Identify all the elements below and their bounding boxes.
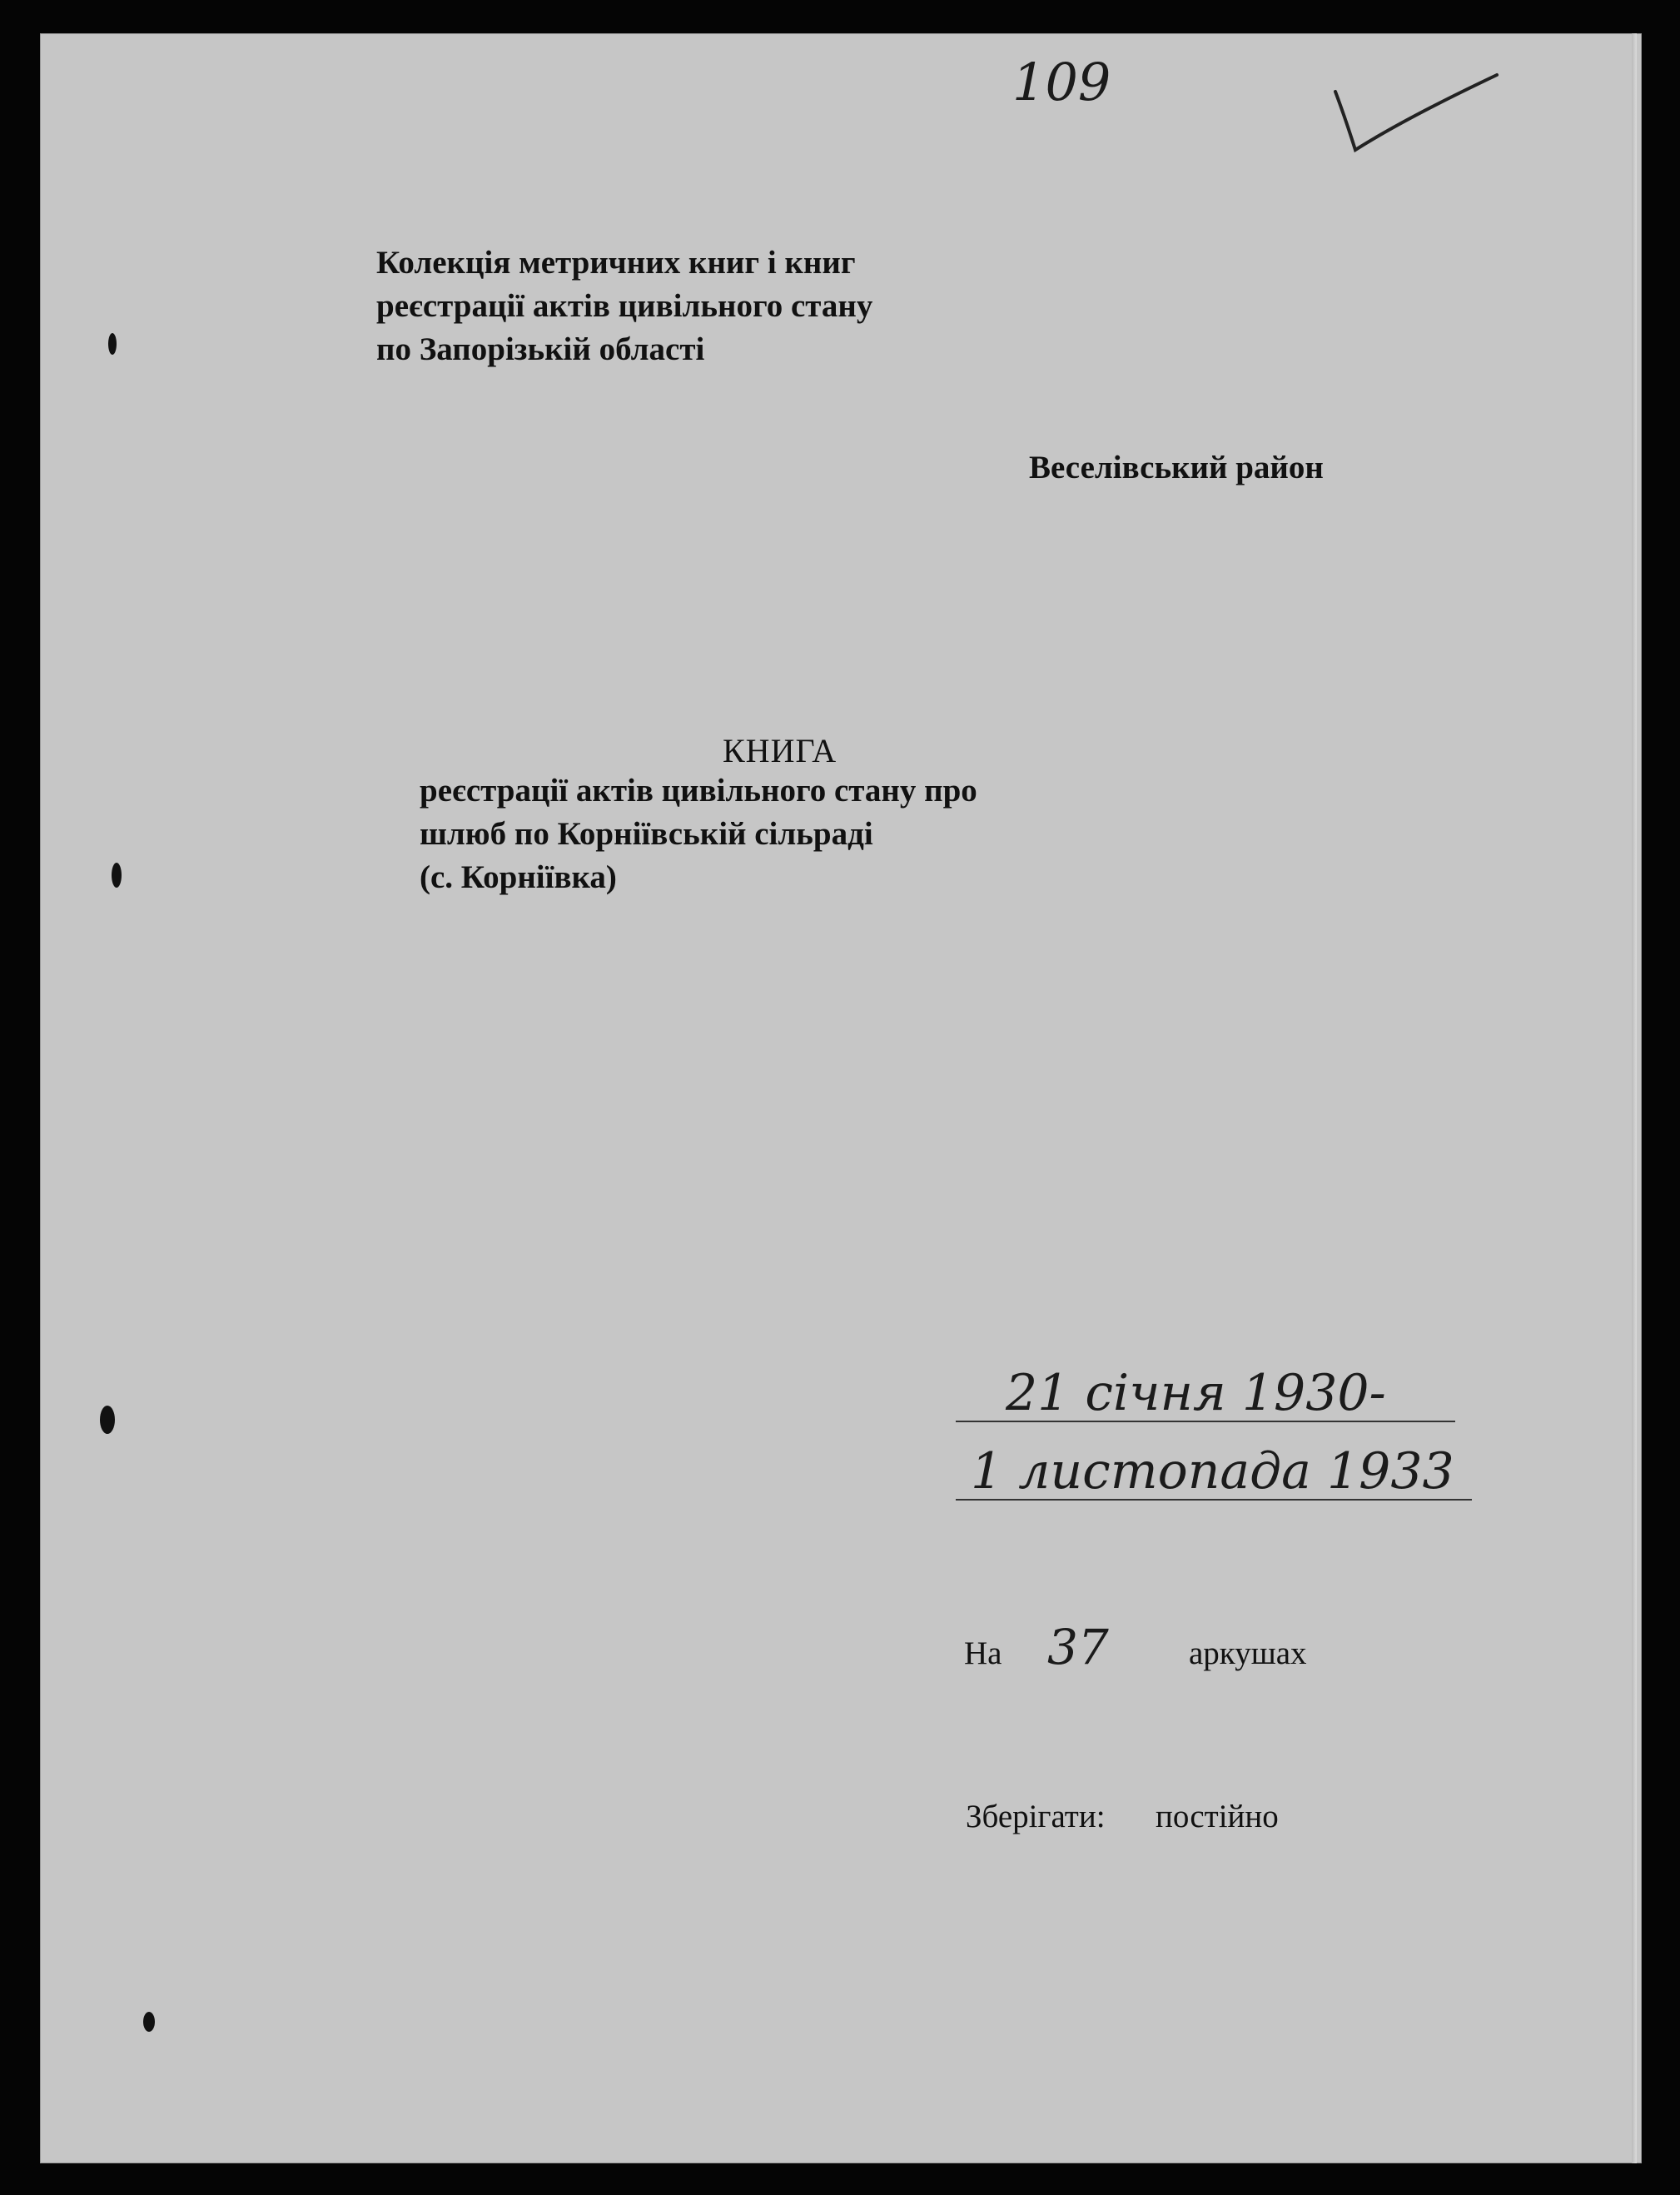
- page-edge: [1632, 33, 1637, 2163]
- archive-header-line: реєстрації актів цивільного стану: [376, 288, 873, 324]
- document-page: [40, 33, 1642, 2163]
- archive-header-line: Колекція метричних книг і книг: [376, 245, 856, 281]
- archive-header-line: по Запорізькій області: [376, 331, 705, 367]
- handwritten-date-end: 1 листопада 1933: [971, 1442, 1454, 1501]
- storage-value: постійно: [1156, 1799, 1279, 1834]
- book-description-line: шлюб по Корніївській сільраді: [420, 816, 873, 852]
- sheets-suffix: аркушах: [1189, 1635, 1307, 1671]
- handwritten-date-start: 21 січня 1930-: [1006, 1364, 1386, 1422]
- binding-hole: [143, 2012, 155, 2032]
- date-underline-1: [956, 1421, 1455, 1422]
- book-title: КНИГА: [723, 732, 838, 769]
- book-description-line: (с. Корніївка): [420, 859, 617, 895]
- book-description: [420, 769, 977, 899]
- sheets-prefix: На: [964, 1635, 1002, 1671]
- binding-hole: [112, 863, 122, 888]
- district-label: Веселівський район: [1029, 450, 1324, 485]
- handwritten-page-number: 109: [1012, 52, 1111, 112]
- binding-hole: [100, 1406, 115, 1434]
- binding-hole: [108, 333, 117, 355]
- check-mark-icon: [1330, 68, 1505, 160]
- storage-label: Зберігати:: [966, 1799, 1106, 1834]
- archive-header: [376, 241, 872, 371]
- handwritten-sheet-count: 37: [1047, 1619, 1109, 1675]
- book-description-line: реєстрації актів цивільного стану про: [420, 773, 977, 809]
- date-underline-2: [956, 1499, 1472, 1501]
